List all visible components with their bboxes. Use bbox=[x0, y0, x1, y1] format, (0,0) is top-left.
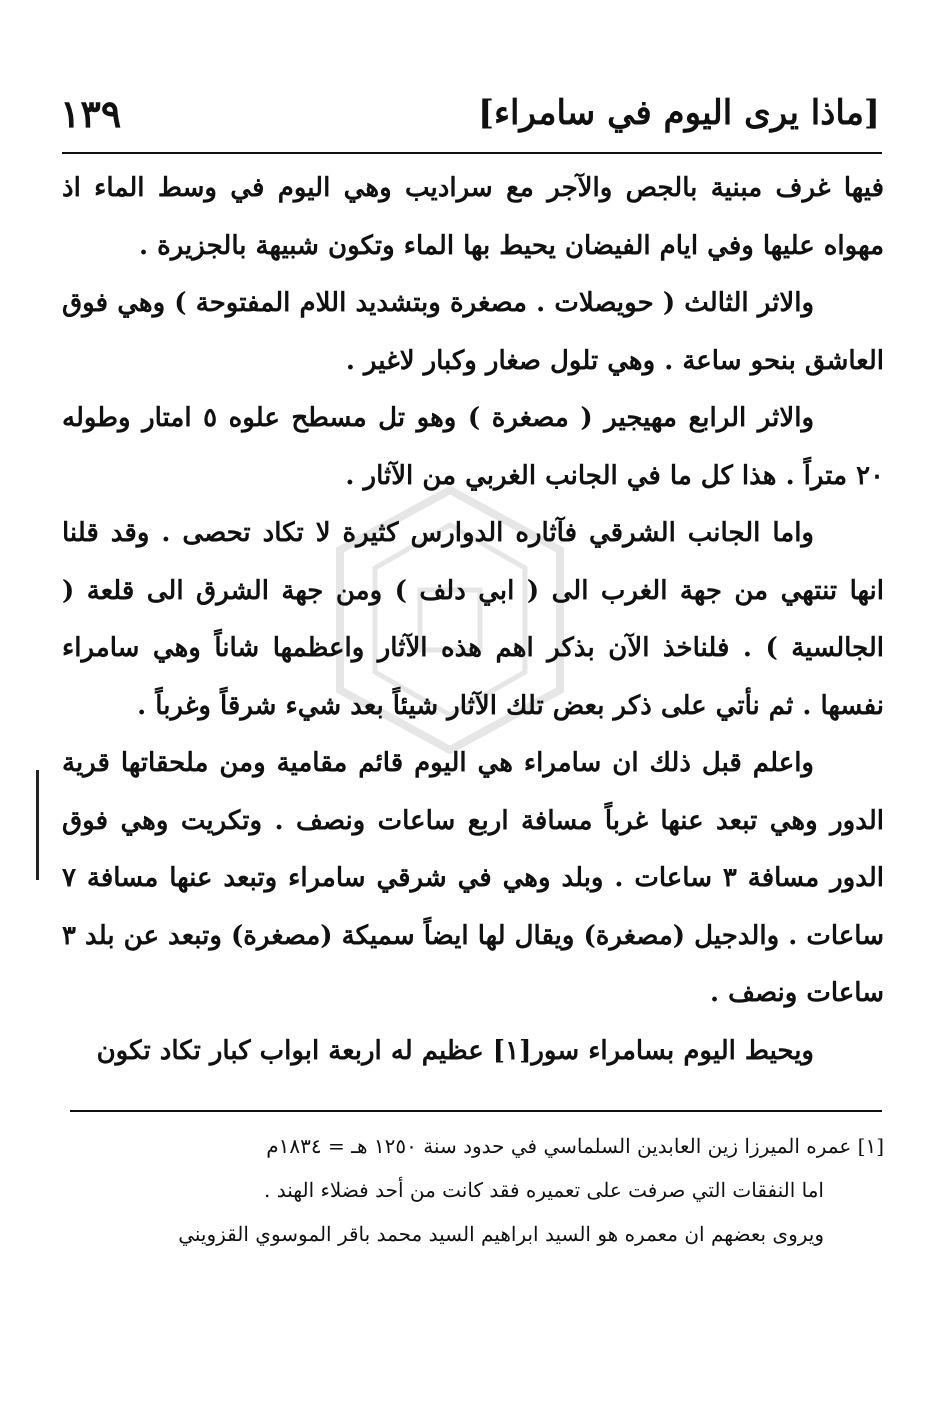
page-number: ١٣٩ bbox=[60, 90, 122, 136]
paragraph-2: والاثر الثالث ( حويصلات . مصغرة وبتشديد اللام المفتوحة ) وهي فوق العاشق بنحو ساعة . وهي تلول صغار وكبار لاغير . bbox=[62, 288, 884, 376]
footnote-rule bbox=[70, 1110, 882, 1112]
page-header bbox=[60, 78, 880, 148]
paragraph-5: واعلم قبل ذلك ان سامراء هي اليوم قائم مقامية ومن ملحقاتها قرية الدور وهي تبعد عنها غرباً مسافة اربع ساعات ونصف . وتكريت وهي فوق الدور مسافة ٣ ساعات . وبلد وهي في شرقي سامراء وتبعد عنها مسافة ٧ ساعات . والدجيل (مصغرة) ويقال لها ايضاً سميكة (مصغرة) وتبعد عن بلد ٣ ساعات ونصف . bbox=[62, 748, 884, 1008]
footnote-line-2: اما النفقات التي صرفت على تعميره فقد كانت من أحد فضلاء الهند . bbox=[264, 1178, 824, 1202]
main-text bbox=[62, 160, 884, 1080]
paragraph-3: والاثر الرابع مهيجير ( مصغرة ) وهو تل مسطح علوه ٥ امتار وطوله ٢٠ متراً . هذا كل ما في الجانب الغربي من الآثار . bbox=[62, 403, 884, 491]
header-rule bbox=[62, 152, 882, 154]
paragraph-1: فيها غرف مبنية بالجص والآجر مع سراديب وهي اليوم في وسط الماء اذ مهواه عليها وفي ايام الفيضان يحيط بها الماء وتكون شبيهة بالجزيرة . bbox=[62, 173, 884, 261]
running-title: [ماذا يرى اليوم في سامراء] bbox=[477, 93, 880, 133]
paragraph-4: واما الجانب الشرقي فآثاره الدوارس كثيرة لا تكاد تحصى . وقد قلنا انها تنتهي من جهة الغرب الى ( ابي دلف ) ومن جهة الشرق الى قلعة ( الجالسية ) . فلناخذ الآن بذكر اهم هذه الآثار واعظمها شاناً وهي سامراء نفسها . ثم نأتي على ذكر بعض تلك الآثار شيئاً بعد شيء شرقاً وغرباً . bbox=[62, 518, 884, 721]
footnote-line-1: [١] عمره الميرزا زين العابدين السلماسي في حدود سنة ١٢٥٠ هـ = ١٨٣٤م bbox=[266, 1134, 884, 1158]
paragraph-6: ويحيط اليوم بسامراء سور[١] عظيم له اربعة ابواب كبار تكاد تكون bbox=[96, 1035, 814, 1066]
margin-mark bbox=[36, 770, 39, 880]
footnotes bbox=[62, 1124, 884, 1256]
footnote-line-3: ويروى بعضهم ان معمره هو السيد ابراهيم السيد محمد باقر الموسوي القزويني bbox=[178, 1222, 824, 1246]
